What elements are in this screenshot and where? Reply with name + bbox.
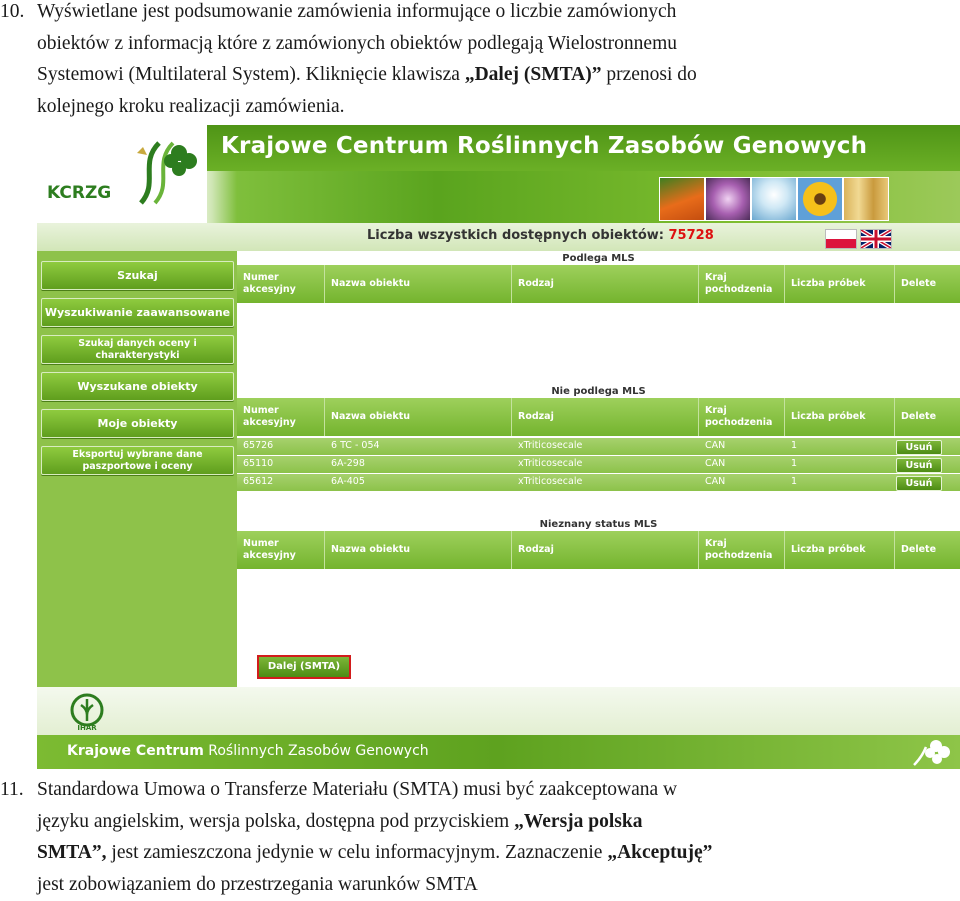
col-country: Kraj pochodzenia	[699, 398, 785, 436]
sidebar-item-search[interactable]: Szukaj	[41, 261, 234, 290]
emphasis: SMTA”,	[37, 842, 107, 863]
table-header	[237, 531, 960, 569]
table-row: 65726 6 TC - 054 xTriticosecale CAN 1 Usuń	[237, 438, 960, 455]
text-line: jest zobowiązaniem do przestrzegania warunków SMTA	[37, 873, 478, 895]
delete-row-button[interactable]: Usuń	[896, 440, 942, 455]
carrot-photo	[659, 177, 705, 221]
col-delete: Delete	[901, 544, 937, 555]
footer-top	[37, 687, 960, 735]
sidebar-item-advanced-search[interactable]: Wyszukiwanie zaawansowane	[41, 298, 234, 327]
col-country: Kraj pochodzenia	[699, 265, 785, 303]
text-line: języku angielskim, wersja polska, dostępna pod przyciskiem „Wersja polska	[37, 810, 643, 832]
site-title: Krajowe Centrum Roślinnych Zasobów Genowych	[221, 133, 868, 159]
col-sample-count: Liczba próbek	[785, 531, 895, 569]
col-type: Rodzaj	[512, 531, 699, 569]
emphasis: „Dalej (SMTA)”	[464, 64, 602, 85]
col-type: Rodzaj	[512, 398, 699, 436]
site-banner	[37, 125, 960, 223]
app-screenshot	[37, 125, 960, 769]
ihar-logo-icon	[67, 693, 107, 731]
logo[interactable]	[37, 125, 207, 223]
sidebar-item-search-evaluation[interactable]: Szukaj danych oceny i charakterystyki	[41, 335, 234, 364]
sidebar-item-export-data[interactable]: Eksportuj wybrane dane paszportowe i oceny	[41, 446, 234, 475]
step-number: 10.	[0, 1, 25, 22]
col-accession-number: Numer akcesyjny	[237, 265, 325, 303]
logo-text: KCRZG	[47, 183, 112, 203]
section-title-unknown-mls: Nieznany status MLS	[539, 519, 658, 530]
col-sample-count: Liczba próbek	[785, 265, 895, 303]
delete-row-button[interactable]: Usuń	[896, 458, 942, 473]
kcrzg-logo-icon	[129, 133, 199, 205]
col-object-name: Nazwa obiektu	[325, 531, 512, 569]
delete-row-button[interactable]: Usuń	[896, 476, 942, 491]
col-accession-number: Numer akcesyjny	[237, 398, 325, 436]
clover-icon	[912, 737, 952, 767]
section-title-mls: Podlega MLS	[562, 253, 635, 264]
table-row: 65110 6A-298 xTriticosecale CAN 1 Usuń	[237, 456, 960, 473]
footer-bar	[37, 735, 960, 769]
emphasis: „Wersja polska	[514, 810, 643, 832]
step-10-paragraph	[0, 0, 950, 122]
umbel-photo	[751, 177, 797, 221]
ihar-logo-text: IHAR	[77, 724, 97, 731]
text-line: Systemowi (Multilateral System). Kliknięcie klawisza „Dalej (SMTA)” przenosi do	[37, 64, 697, 85]
count-value: 75728	[668, 228, 714, 243]
sidebar-item-found-objects[interactable]: Wyszukane obiekty	[41, 372, 234, 401]
sidebar-item-my-objects[interactable]: Moje obiekty	[41, 409, 234, 438]
col-delete: Delete	[901, 411, 937, 422]
text-line: kolejnego kroku realizacji zamówienia.	[37, 95, 345, 117]
emphasis: „Akceptuję”	[607, 842, 713, 863]
section-title-non-mls: Nie podlega MLS	[551, 386, 646, 397]
text-line: SMTA”, jest zamieszczona jedynie w celu informacyjnym. Zaznaczenie „Akceptuję”	[37, 842, 713, 863]
polish-flag-icon[interactable]	[825, 229, 857, 249]
col-object-name: Nazwa obiektu	[325, 265, 512, 303]
text-line: Wyświetlane jest podsumowanie zamówienia informujące o liczbie zamówionych	[37, 1, 677, 22]
col-delete: Delete	[901, 278, 937, 289]
col-sample-count: Liczba próbek	[785, 398, 895, 436]
col-type: Rodzaj	[512, 265, 699, 303]
table-header	[237, 398, 960, 436]
col-country: Kraj pochodzenia	[699, 531, 785, 569]
flower-photo	[705, 177, 751, 221]
text-line: Standardowa Umowa o Transferze Materiału (SMTA) musi być zaakceptowana w	[37, 779, 678, 800]
uk-flag-icon[interactable]	[860, 229, 892, 249]
sunflower-photo	[797, 177, 843, 221]
col-accession-number: Numer akcesyjny	[237, 531, 325, 569]
count-label: Liczba wszystkich dostępnych obiektów:	[367, 228, 664, 243]
step-number: 11.	[0, 779, 24, 800]
step-11-paragraph	[0, 774, 950, 900]
text-line: obiektów z informacją które z zamówionych obiektów podlegają Wielostronnemu	[37, 32, 677, 54]
footer-title: Krajowe Centrum Roślinnych Zasobów Genowych	[67, 743, 429, 759]
next-smta-button[interactable]: Dalej (SMTA)	[257, 655, 351, 679]
table-row: 65612 6A-405 xTriticosecale CAN 1 Usuń	[237, 474, 960, 491]
grain-photo	[843, 177, 889, 221]
table-header	[237, 265, 960, 303]
object-count-bar	[37, 223, 960, 251]
col-object-name: Nazwa obiektu	[325, 398, 512, 436]
